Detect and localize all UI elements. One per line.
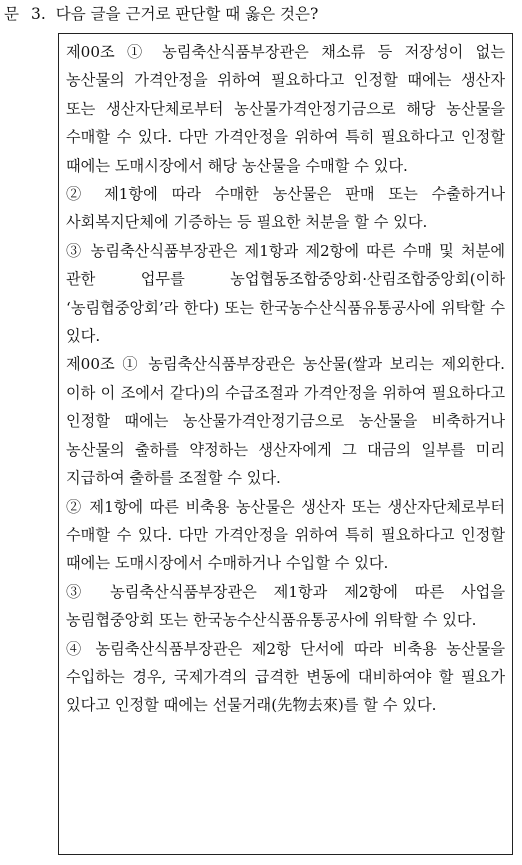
passage-article1-para2: ② 제1항에 따라 수매한 농산물은 판매 또는 수출하거나 사회복지단체에 기증하는 등 필요한 처분을 할 수 있다. [66,185,505,232]
passage-article2-para4: ④ 농림축산식품부장관은 제2항 단서에 따라 비축용 농산물을 수입하는 경우, 국제가격의 급격한 변동에 대비하여야 할 필요가 있다고 인정할 때에는 선물거래(先物去來)를 할 수 있다. [66,639,505,715]
passage-article1-para1: 제00조 ① 농림축산식품부장관은 채소류 등 저장성이 없는 농산물의 가격안정을 위하여 필요하다고 인정할 때에는 생산자 또는 생산자단체로부터 농산물가격안정기금으로 해당 농산물을 수매할 수 있다. 다만 가격안정을 위하여 특히 필요하다고 인정할 때에는 도매시장에서 해당 농산물을 수매할 수 있다. [66,43,505,175]
question-number: 3. [30,5,46,23]
question-label: 문 [4,5,19,23]
passage-article2-para1: 제00조 ① 농림축산식품부장관은 농산물(쌀과 보리는 제외한다. 이하 이 조에서 같다)의 수급조절과 가격안정을 위하여 필요하다고 인정할 때에는 농산물가격안정기금으로 농산물을 비축하거나 농산물의 출하를 약정하는 생산자에게 그 대금의 일부를 미리 지급하여 출하를 조절할 수 있다. [66,355,505,488]
passage-article2-para2: ② 제1항에 따른 비축용 농산물은 생산자 또는 생산자단체로부터 수매할 수 있다. 다만 가격안정을 위하여 특히 필요하다고 인정할 때에는 도매시장에서 수매하거나 수입할 수 있다. [66,497,505,573]
passage-article2-para3: ③ 농림축산식품부장관은 제1항과 제2항에 따른 사업을 농림협중앙회 또는 한국농수산식품유통공사에 위탁할 수 있다. [66,582,505,630]
passage-box [58,33,513,855]
question-text: 다음 글을 근거로 판단할 때 옳은 것은? [55,5,319,23]
question-stem [4,4,318,24]
passage-article1-para3: ③ 농림축산식품부장관은 제1항과 제2항에 따른 수매 및 처분에 관한 업무를 농업협동조합중앙회·산림조합중앙회(이하 ‘농림협중앙회’라 한다) 또는 한국농수산식품유통공사에 위탁할 수 있다. [66,241,505,346]
